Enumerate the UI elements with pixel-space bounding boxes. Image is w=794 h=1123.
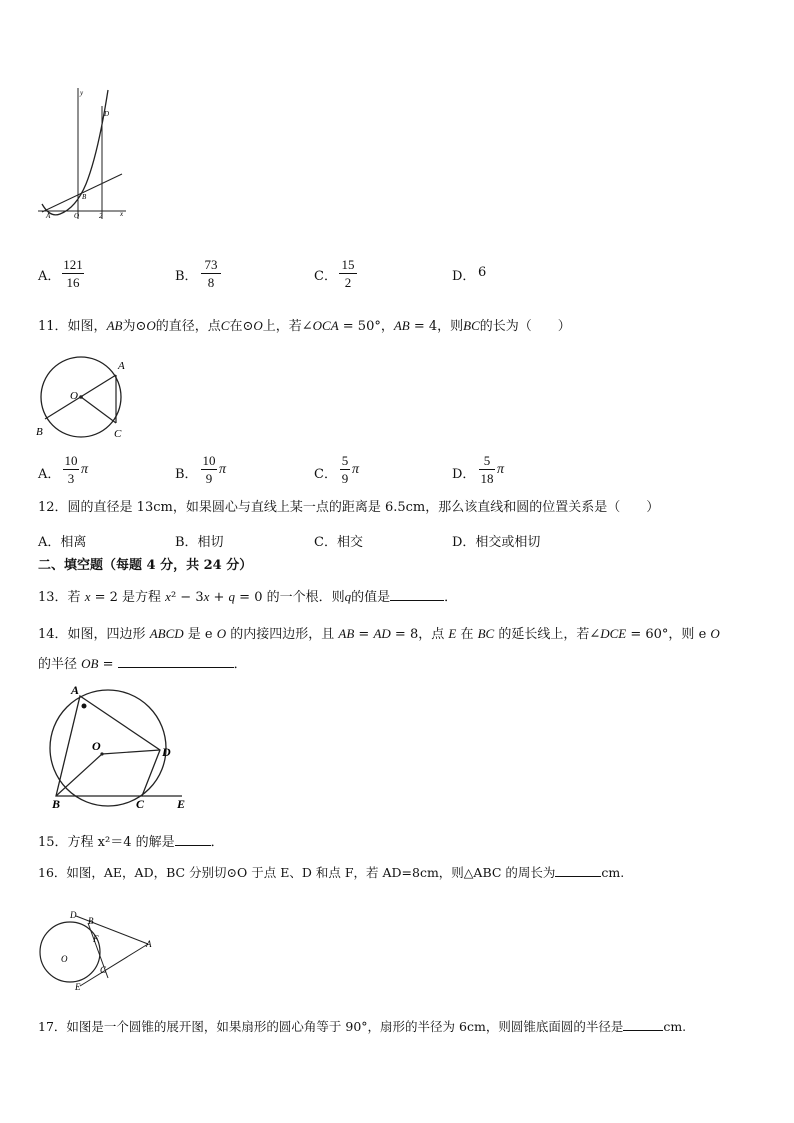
q11-option-b-letter: B． <box>175 467 198 482</box>
denominator: 2 <box>344 275 352 290</box>
q14-answer-blank[interactable] <box>118 655 234 668</box>
label-b: B <box>36 426 43 438</box>
label-o: O <box>70 390 78 402</box>
tangent-ae <box>80 944 148 986</box>
q11-option-c-letter: C． <box>314 467 337 482</box>
label-a: A <box>146 939 152 949</box>
q11-option-d-fraction: 5 18 <box>480 453 494 486</box>
q10-graph-figure <box>36 86 136 220</box>
numerator: 121 <box>63 257 83 272</box>
q11-option-c-fraction: 5 9 <box>341 453 349 486</box>
label-y: y <box>80 89 84 97</box>
label-o: O <box>61 954 68 964</box>
denominator: 8 <box>207 275 215 290</box>
q16-tangent-figure <box>36 906 160 994</box>
label-c: C <box>136 797 145 811</box>
q11-option-c-pi: π <box>352 462 360 477</box>
q17-question: 17．如图是一个圆锥的展开图，如果扇形的圆心角等于 90°，扇形的半径为 6cm，则圆锥底面圆的半径是 cm. <box>38 1019 687 1034</box>
label-e: E <box>177 797 186 811</box>
q14-question-line1: 14．如图，四边形 ABCD 是 e O 的内接四边形，且 AB = AD = 8，点 E 在 BC 的延长线上，若∠DCE = 60°，则 e O <box>38 626 720 642</box>
q11-circle-figure <box>34 355 130 441</box>
label-c: C <box>114 428 122 440</box>
q11-option-d-letter: D． <box>452 467 476 482</box>
q12-option-c: C．相交 <box>314 535 363 550</box>
q11-option-b-pi: π <box>219 462 227 477</box>
q14-circle-figure <box>38 684 194 812</box>
label-b: B <box>88 916 94 926</box>
q16-question: 16．如图，AE，AD，BC 分别切⊙O 于点 E、D 和点 F，若 AD=8cm，则△ABC 的周长为 cm. <box>38 865 625 880</box>
label-a: A <box>118 360 125 372</box>
q16-answer-blank[interactable] <box>555 864 601 877</box>
center-dot <box>100 752 103 755</box>
q10-option-d-value: 6 <box>478 265 487 280</box>
numerator: 73 <box>204 257 218 272</box>
label-b: B <box>82 193 87 201</box>
label-2: 2 <box>99 212 103 220</box>
denominator: 16 <box>66 275 80 290</box>
q17-answer-blank[interactable] <box>623 1018 663 1031</box>
q10-option-b-letter: B． <box>175 269 198 284</box>
angle-mark-a <box>82 704 87 709</box>
q12-question: 12．圆的直径是 13cm，如果圆心与直线上某一点的距离是 6.5cm，那么该直线和圆的位置关系是（ ） <box>38 500 660 515</box>
q10-option-c-letter: C． <box>314 269 337 284</box>
label-e: E <box>75 982 81 992</box>
center-dot <box>79 395 83 399</box>
segment-ob <box>56 754 102 796</box>
q10-option-c-fraction <box>339 257 357 290</box>
segment-oc <box>81 397 116 423</box>
q13-question: 13．若 x = 2 是方程 x² − 3x + q = 0 的一个根．则q的值是 ． <box>38 589 458 605</box>
q12-option-b: B．相切 <box>175 535 224 550</box>
label-d: D <box>104 110 110 118</box>
q10-option-a-fraction <box>62 257 84 290</box>
label-b: B <box>52 797 61 811</box>
q11-option-d-pi: π <box>497 462 505 477</box>
tangent-ad <box>76 916 148 944</box>
q11-option-a-fraction: 10 3 <box>64 453 78 486</box>
q11-option-a-pi: π <box>81 462 89 477</box>
label-o: O <box>74 212 80 220</box>
label-c: C <box>100 965 107 975</box>
q14-question-line2: 的半径 OB = ． <box>38 656 247 672</box>
label-x: x <box>120 210 124 218</box>
q11-option-b-fraction: 10 9 <box>202 453 216 486</box>
label-f: F <box>93 934 99 944</box>
segment-od <box>102 750 160 754</box>
arc-bc: BC <box>463 318 480 333</box>
q13-answer-blank[interactable] <box>390 588 444 601</box>
numerator: 15 <box>341 257 355 272</box>
label-d: D <box>162 745 171 759</box>
q15-question: 15．方程 x²＝4 的解是 ． <box>38 835 224 850</box>
q11-option-a-letter: A． <box>38 467 61 482</box>
q11-question: 11．如图，AB为⊙O的直径，点C在⊙O上，若∠OCA = 50°，AB = 4，则BC的长为（ ） <box>38 318 571 334</box>
q10-option-a-letter: A． <box>38 269 61 284</box>
q12-option-a: A．相离 <box>38 535 87 550</box>
q12-option-d: D．相交或相切 <box>452 535 541 550</box>
label-a: A <box>71 684 80 697</box>
label-a: A <box>46 212 51 220</box>
section-2-heading: 二、填空题（每题 4 分，共 24 分） <box>38 558 253 573</box>
label-o: O <box>92 739 101 753</box>
label-d: D <box>70 910 77 920</box>
q15-answer-blank[interactable] <box>175 833 211 846</box>
q10-option-b-fraction <box>201 257 221 290</box>
q10-option-d-letter: D． <box>452 269 476 284</box>
